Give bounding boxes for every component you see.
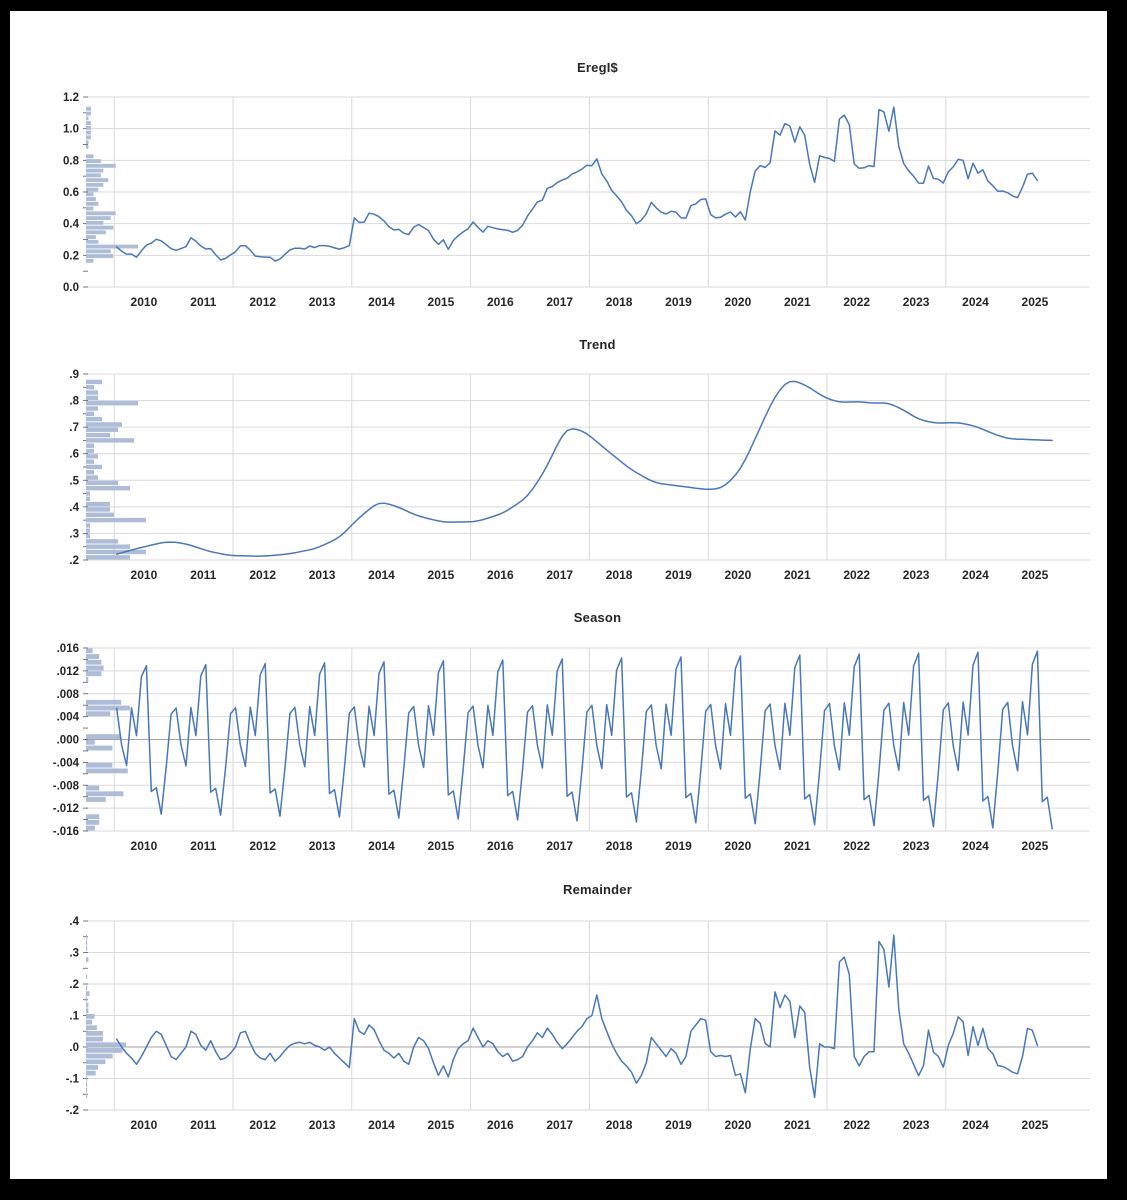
distribution-bar xyxy=(86,740,95,745)
distribution-bar xyxy=(86,671,101,676)
distribution-bar xyxy=(86,797,106,802)
x-tick-label: 2019 xyxy=(665,568,692,582)
x-tick-label: 2025 xyxy=(1021,839,1049,853)
distribution-bar xyxy=(86,169,103,173)
x-tick-label: 2013 xyxy=(308,568,336,582)
distribution-bar xyxy=(86,1065,98,1070)
y-tick-label: .0 xyxy=(69,1042,79,1054)
x-tick-label: 2010 xyxy=(130,839,158,853)
distribution-bar xyxy=(86,1093,87,1098)
distribution-bar xyxy=(86,235,96,239)
distribution-bar xyxy=(86,706,130,711)
distribution-bar xyxy=(86,401,138,405)
x-tick-label: 2011 xyxy=(190,839,217,853)
distribution-bar xyxy=(86,438,134,442)
distribution-bar xyxy=(86,986,87,991)
distribution-bar xyxy=(86,1037,103,1042)
distribution-bar xyxy=(86,513,114,517)
distribution-bar xyxy=(86,249,111,253)
y-tick-label: .6 xyxy=(69,448,79,461)
y-tick-label: 0.8 xyxy=(63,155,79,168)
distribution-bar xyxy=(86,518,146,522)
distribution-bar xyxy=(86,1020,92,1025)
distribution-bar xyxy=(86,544,130,548)
distribution-bar xyxy=(86,763,112,768)
y-tick-label: .5 xyxy=(69,475,79,488)
x-tick-label: 2010 xyxy=(130,568,158,582)
y-tick-label: -.2 xyxy=(65,1105,79,1117)
distribution-bar xyxy=(86,991,90,996)
x-tick-label: 2023 xyxy=(902,568,930,582)
distribution-bar xyxy=(86,502,110,506)
x-tick-label: 2025 xyxy=(1021,1118,1049,1132)
distribution-bar xyxy=(86,380,102,384)
y-tick-label: -.012 xyxy=(52,803,79,816)
x-tick-label: 2024 xyxy=(962,295,989,309)
distribution-bar xyxy=(86,677,88,682)
y-tick-label: .4 xyxy=(69,501,79,514)
x-tick-label: 2013 xyxy=(308,295,336,309)
x-tick-label: 2017 xyxy=(546,1118,574,1132)
distribution-bar xyxy=(86,433,110,437)
distribution-bar xyxy=(86,412,94,416)
x-tick-label: 2019 xyxy=(665,295,692,309)
x-tick-label: 2025 xyxy=(1021,295,1049,309)
distribution-bar xyxy=(86,946,87,951)
distribution-bar xyxy=(86,173,101,177)
x-tick-label: 2020 xyxy=(724,839,752,853)
distribution-bar xyxy=(86,443,94,447)
y-tick-label: .004 xyxy=(56,711,79,724)
distribution-bar xyxy=(86,935,87,940)
x-tick-label: 2016 xyxy=(486,1118,514,1132)
x-tick-label: 2012 xyxy=(249,1118,277,1132)
x-tick-label: 2018 xyxy=(605,295,633,309)
y-tick-label: .8 xyxy=(69,395,79,408)
x-tick-label: 2021 xyxy=(783,568,811,582)
x-tick-label: 2015 xyxy=(427,839,455,853)
distribution-bar xyxy=(86,820,99,825)
distribution-bar xyxy=(86,221,103,225)
distribution-bar xyxy=(86,507,110,511)
x-tick-label: 2015 xyxy=(427,568,455,582)
y-tick-label: .016 xyxy=(56,643,79,655)
distribution-bar xyxy=(86,555,130,559)
distribution-bar xyxy=(86,107,91,111)
x-tick-label: 2010 xyxy=(130,295,158,309)
distribution-bar xyxy=(86,786,99,791)
x-tick-label: 2014 xyxy=(368,568,395,582)
x-tick-label: 2011 xyxy=(190,1118,217,1132)
distribution-bar xyxy=(86,192,93,196)
distribution-bar xyxy=(86,486,130,490)
distribution-bar xyxy=(86,997,87,1002)
distribution-bar xyxy=(86,449,94,453)
y-tick-label: .2 xyxy=(69,979,79,991)
distribution-bar xyxy=(86,254,113,258)
trend-line xyxy=(117,381,1052,556)
distribution-bar xyxy=(86,240,98,244)
x-tick-label: 2014 xyxy=(368,1118,395,1132)
x-tick-label: 2017 xyxy=(546,839,574,853)
y-tick-label: .3 xyxy=(69,528,79,541)
distribution-bar xyxy=(86,202,98,206)
y-tick-label: .000 xyxy=(56,734,79,747)
distribution-bar xyxy=(86,459,94,463)
x-tick-label: 2018 xyxy=(605,1118,633,1132)
x-tick-label: 2014 xyxy=(368,295,395,309)
distribution-bar xyxy=(86,159,101,163)
distribution-bar xyxy=(86,1088,87,1093)
distribution-bar xyxy=(86,164,116,168)
distribution-bar xyxy=(86,183,103,187)
x-tick-label: 2021 xyxy=(783,295,811,309)
x-tick-label: 2024 xyxy=(962,839,989,853)
y-tick-label: .008 xyxy=(56,688,79,701)
x-tick-label: 2020 xyxy=(724,295,752,309)
x-tick-label: 2022 xyxy=(843,295,871,309)
y-tick-label: .2 xyxy=(69,555,79,567)
distribution-bar xyxy=(86,826,95,831)
x-tick-label: 2012 xyxy=(249,839,277,853)
x-tick-label: 2011 xyxy=(190,295,217,309)
distribution-bar xyxy=(86,385,94,389)
x-tick-label: 2016 xyxy=(486,295,514,309)
distribution-bar xyxy=(86,390,98,394)
distribution-bar xyxy=(86,660,101,665)
panel-trend xyxy=(69,369,1090,582)
distribution-bar xyxy=(86,465,102,469)
panel-title-observed: EregI$ xyxy=(577,60,618,75)
distribution-bar xyxy=(86,1003,88,1008)
distribution-bar xyxy=(86,654,99,659)
x-tick-label: 2012 xyxy=(249,568,277,582)
distribution-bar xyxy=(86,428,118,432)
y-tick-label: 0.6 xyxy=(63,187,79,199)
y-tick-label: 1.0 xyxy=(63,123,79,136)
distribution-bar xyxy=(86,491,90,495)
distribution-bar xyxy=(86,1031,103,1036)
distribution-bar xyxy=(86,259,93,263)
x-tick-label: 2024 xyxy=(962,568,989,582)
distribution-bar xyxy=(86,145,88,149)
distribution-bar xyxy=(86,406,98,410)
distribution-bar xyxy=(86,396,98,400)
distribution-bar xyxy=(86,1048,122,1053)
x-tick-label: 2015 xyxy=(427,295,455,309)
x-tick-label: 2020 xyxy=(724,1118,752,1132)
distribution-bar xyxy=(86,245,138,249)
distribution-bar xyxy=(86,211,116,215)
x-tick-label: 2021 xyxy=(783,1118,811,1132)
distribution-bar xyxy=(86,529,90,533)
panel-title-trend: Trend xyxy=(579,337,616,352)
panel-remainder xyxy=(66,916,1090,1132)
x-tick-label: 2015 xyxy=(427,1118,455,1132)
y-tick-label: 0.2 xyxy=(63,250,79,263)
observed-line xyxy=(117,107,1038,261)
distribution-bar xyxy=(86,648,93,653)
distribution-bar xyxy=(86,454,98,458)
x-tick-label: 2023 xyxy=(902,1118,930,1132)
distribution-bar xyxy=(86,481,118,485)
x-tick-label: 2022 xyxy=(843,1118,871,1132)
x-tick-label: 2022 xyxy=(843,839,871,853)
distribution-bar xyxy=(86,1059,105,1064)
x-tick-label: 2014 xyxy=(368,839,395,853)
y-tick-label: .3 xyxy=(69,947,79,960)
distribution-bar xyxy=(86,1014,94,1019)
x-tick-label: 2022 xyxy=(843,568,871,582)
panel-observed xyxy=(63,92,1090,309)
distribution-bar xyxy=(86,711,110,716)
distribution-bar xyxy=(86,475,98,479)
distribution-bar xyxy=(86,791,123,796)
distribution-bar xyxy=(86,957,88,962)
distribution-bar xyxy=(86,112,91,116)
y-tick-label: .7 xyxy=(69,422,79,435)
remainder-line xyxy=(117,935,1038,1097)
distribution-bar xyxy=(86,539,118,543)
stl-decomposition-chart xyxy=(10,11,1107,1179)
x-tick-label: 2018 xyxy=(605,568,633,582)
distribution-bar xyxy=(86,116,88,120)
distribution-bar xyxy=(86,768,128,773)
distribution-bar xyxy=(86,814,99,819)
y-tick-label: .9 xyxy=(69,369,79,381)
distribution-bar xyxy=(86,188,98,192)
x-tick-label: 2020 xyxy=(724,568,752,582)
x-tick-label: 2011 xyxy=(190,568,217,582)
y-tick-label: 0.0 xyxy=(63,282,79,294)
distribution-bar xyxy=(86,666,104,671)
distribution-bar xyxy=(86,734,121,739)
x-tick-label: 2018 xyxy=(605,839,633,853)
x-tick-label: 2021 xyxy=(783,839,811,853)
y-tick-label: -.1 xyxy=(65,1073,79,1086)
distribution-bar xyxy=(86,746,112,751)
distribution-bar xyxy=(86,422,122,426)
distribution-bar xyxy=(86,154,93,158)
distribution-bar xyxy=(86,550,146,554)
x-tick-label: 2023 xyxy=(902,839,930,853)
distribution-bar xyxy=(86,1076,87,1081)
panel-title-season: Season xyxy=(573,610,622,625)
distribution-bar xyxy=(86,1025,97,1030)
x-tick-label: 2012 xyxy=(249,295,277,309)
distribution-bar xyxy=(86,126,91,130)
distribution-bar xyxy=(86,197,96,201)
x-tick-label: 2010 xyxy=(130,1118,158,1132)
distribution-bar xyxy=(86,216,111,220)
y-tick-label: -.008 xyxy=(52,780,79,793)
x-tick-label: 2019 xyxy=(665,1118,692,1132)
panel-season xyxy=(53,643,1090,853)
distribution-bar xyxy=(86,1082,87,1087)
x-tick-label: 2019 xyxy=(665,839,692,853)
distribution-bar xyxy=(86,497,90,501)
x-tick-label: 2025 xyxy=(1021,568,1049,582)
chart-canvas xyxy=(10,11,1107,1179)
x-tick-label: 2017 xyxy=(546,295,574,309)
y-tick-label: 1.2 xyxy=(63,92,79,104)
distribution-bar xyxy=(86,140,88,144)
x-tick-label: 2016 xyxy=(486,839,514,853)
y-tick-label: -.004 xyxy=(52,757,79,770)
distribution-bar xyxy=(86,1054,113,1059)
y-tick-label: .4 xyxy=(69,916,79,928)
distribution-bar xyxy=(86,207,93,211)
x-tick-label: 2024 xyxy=(962,1118,989,1132)
distribution-bar xyxy=(86,178,108,182)
x-tick-label: 2013 xyxy=(308,839,336,853)
distribution-bar xyxy=(86,940,87,945)
distribution-bar xyxy=(86,121,91,125)
distribution-bar xyxy=(86,230,106,234)
distribution-bar xyxy=(86,974,87,979)
distribution-bar xyxy=(86,470,94,474)
distribution-bar xyxy=(86,226,113,230)
distribution-bar xyxy=(86,1008,88,1013)
distribution-bar xyxy=(86,534,90,538)
y-tick-label: 0.4 xyxy=(63,218,79,231)
y-tick-label: .012 xyxy=(56,665,79,678)
x-tick-label: 2016 xyxy=(486,568,514,582)
distribution-bar xyxy=(86,1071,96,1076)
panel-title-remainder: Remainder xyxy=(563,882,632,897)
y-tick-label: .1 xyxy=(69,1010,79,1023)
distribution-bar xyxy=(86,135,91,139)
x-tick-label: 2023 xyxy=(902,295,930,309)
distribution-bar xyxy=(86,417,102,421)
x-tick-label: 2017 xyxy=(546,568,574,582)
distribution-bar xyxy=(86,523,90,527)
y-tick-label: -.016 xyxy=(52,826,79,838)
x-tick-label: 2013 xyxy=(308,1118,336,1132)
distribution-bar xyxy=(86,700,121,705)
distribution-bar xyxy=(86,131,91,135)
